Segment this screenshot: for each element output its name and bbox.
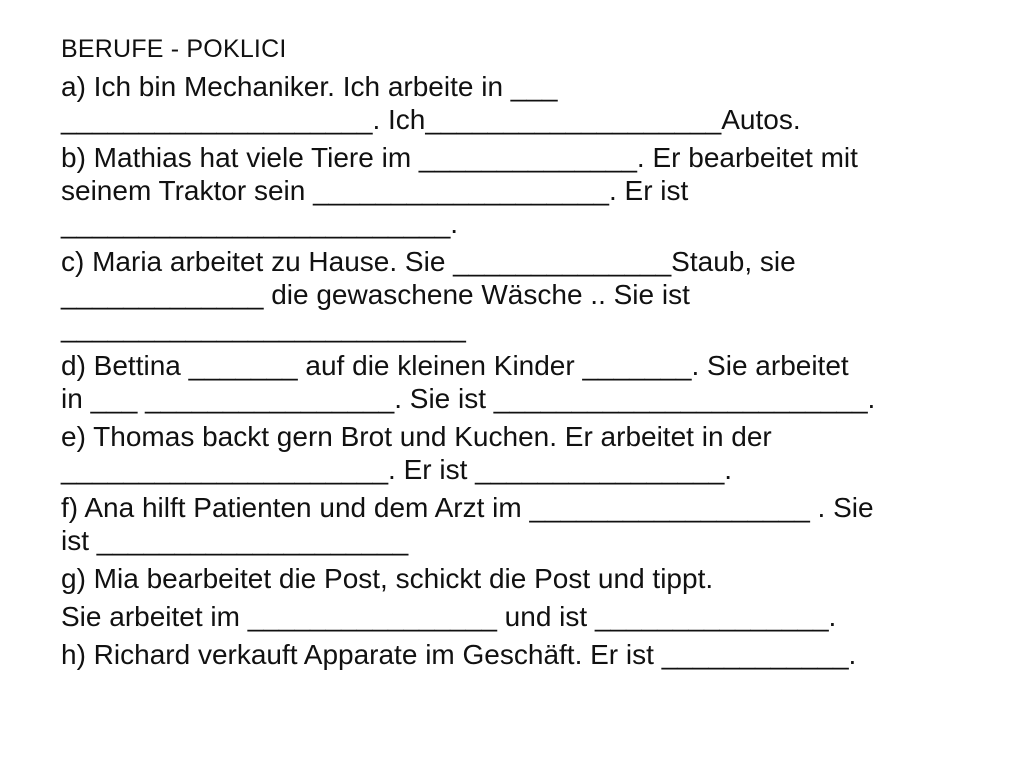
- exercise-d-line-2: in ___ ________________. Sie ist ________________________.: [61, 383, 876, 414]
- exercise-h: [61, 638, 991, 671]
- exercise-g-line-2: Sie arbeitet im ________________ und ist _______________.: [61, 601, 837, 632]
- exercise-b: [61, 141, 991, 240]
- exercise-e-line-1: e) Thomas backt gern Brot und Kuchen. Er arbeitet in der: [61, 421, 772, 452]
- exercise-c-line-3: __________________________: [61, 312, 466, 343]
- exercise-g-continued: [61, 600, 991, 633]
- exercise-c-line-2: _____________ die gewaschene Wäsche .. Sie ist: [61, 279, 690, 310]
- exercise-c: [61, 245, 991, 344]
- exercise-b-line-2: seinem Traktor sein ___________________. Er ist: [61, 175, 689, 206]
- exercise-g-line-1: g) Mia bearbeitet die Post, schickt die Post und tippt.: [61, 563, 714, 594]
- exercise-c-line-1: c) Maria arbeitet zu Hause. Sie ______________Staub, sie: [61, 246, 796, 277]
- exercise-d: [61, 349, 991, 415]
- exercise-a-line-1: a) Ich bin Mechaniker. Ich arbeite in ___: [61, 71, 558, 102]
- exercise-h-line-1: h) Richard verkauft Apparate im Geschäft. Er ist ____________.: [61, 639, 857, 670]
- worksheet-title: BERUFE - POKLICI: [61, 35, 287, 63]
- exercise-a: [61, 70, 991, 136]
- worksheet-slide: [61, 32, 991, 676]
- exercise-f: [61, 491, 991, 557]
- exercise-g: [61, 562, 991, 595]
- exercise-b-line-3: _________________________.: [61, 208, 459, 239]
- exercise-e: [61, 420, 991, 486]
- exercise-f-line-2: ist ____________________: [61, 525, 409, 556]
- exercise-d-line-1: d) Bettina _______ auf die kleinen Kinder _______. Sie arbeitet: [61, 350, 849, 381]
- exercise-e-line-2: _____________________. Er ist ________________.: [61, 454, 733, 485]
- exercise-f-line-1: f) Ana hilft Patienten und dem Arzt im __________________ . Sie: [61, 492, 874, 523]
- exercise-b-line-1: b) Mathias hat viele Tiere im ______________. Er bearbeitet mit: [61, 142, 858, 173]
- exercise-a-line-2: ____________________. Ich___________________Autos.: [61, 104, 801, 135]
